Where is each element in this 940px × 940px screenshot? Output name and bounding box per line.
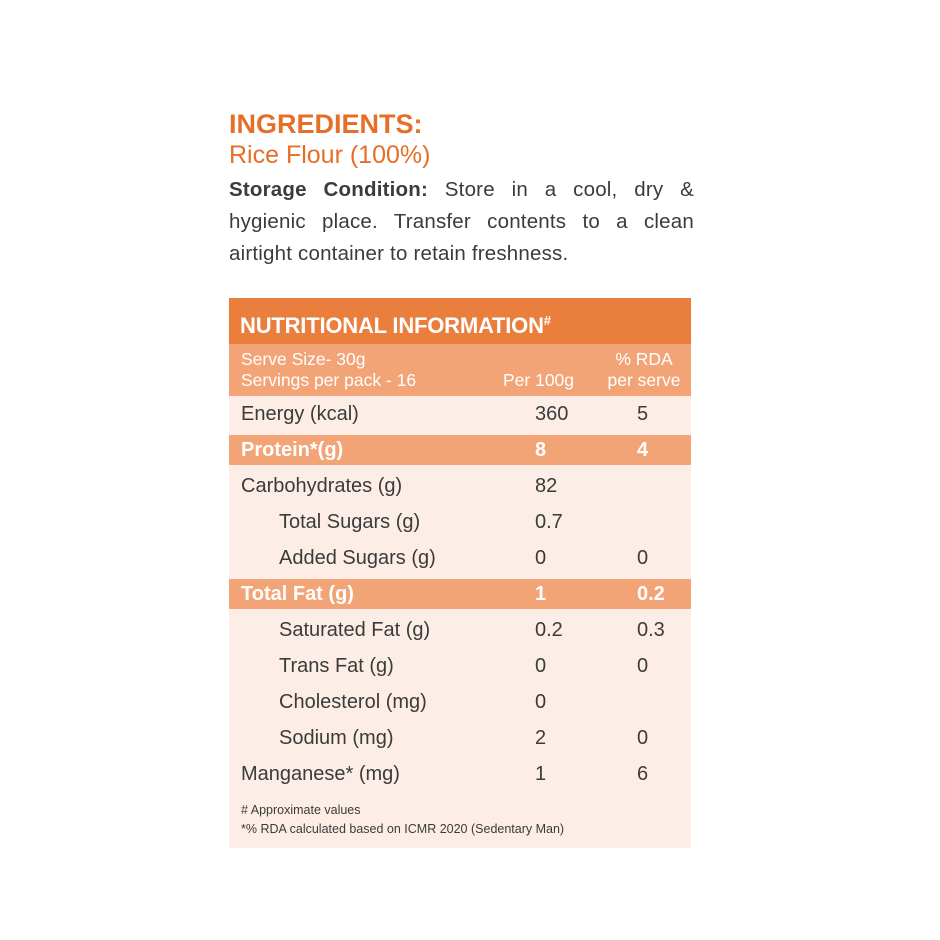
nutrient-name: Carbohydrates (g) <box>241 475 403 497</box>
nutrition-subheader <box>229 344 691 396</box>
nutrition-header-title: NUTRITIONAL INFORMATION <box>240 313 544 338</box>
nutrient-per-100g: 8 <box>535 439 547 461</box>
nutrient-rda: 0.2 <box>637 583 665 605</box>
nutrient-per-100g: 1 <box>535 763 547 785</box>
nutrient-name: Saturated Fat (g) <box>279 619 431 641</box>
footnote-approximate: # Approximate values <box>241 803 361 817</box>
ingredients-title: INGREDIENTS: <box>229 109 423 139</box>
nutrient-row-cholesterol <box>229 684 691 720</box>
nutrient-row-total-fat <box>229 579 691 609</box>
nutrient-name: Protein*(g) <box>241 439 344 461</box>
nutrient-name: Added Sugars (g) <box>279 547 436 569</box>
storage-label: Storage Condition: <box>229 178 428 201</box>
nutrient-per-100g: 0.7 <box>535 511 563 533</box>
nutrient-rda: 0 <box>637 655 649 677</box>
nutrient-rda: 6 <box>637 763 649 785</box>
servings-per-pack: Servings per pack - 16 <box>241 370 417 390</box>
rda-header <box>598 349 690 391</box>
nutrient-name: Sodium (mg) <box>279 727 394 749</box>
nutrient-row-saturated-fat <box>229 612 691 648</box>
ingredients-value: Rice Flour (100%) <box>229 141 431 169</box>
serving-info <box>241 349 416 391</box>
rda-header-line1: % RDA <box>615 349 673 369</box>
nutrient-rda: 0 <box>637 547 649 569</box>
nutrition-header <box>229 298 691 344</box>
nutrient-rda: 0.3 <box>637 619 665 641</box>
nutrient-rda: 5 <box>637 403 649 425</box>
nutrition-header-mark: # <box>543 313 551 328</box>
nutrient-per-100g: 2 <box>535 727 547 749</box>
nutrient-name: Total Fat (g) <box>241 583 354 605</box>
nutrient-row-carbohydrates <box>229 468 691 504</box>
nutrient-per-100g: 82 <box>535 475 558 497</box>
nutrient-row-trans-fat <box>229 648 691 684</box>
rda-header-line2: per serve <box>607 370 681 390</box>
nutrient-per-100g: 0.2 <box>535 619 563 641</box>
nutrient-row-protein <box>229 435 691 465</box>
nutrient-name: Energy (kcal) <box>241 403 359 425</box>
nutrient-row-energy <box>229 396 691 432</box>
nutrient-per-100g: 0 <box>535 547 547 569</box>
nutrient-name: Manganese* (mg) <box>241 763 400 785</box>
nutrition-rows <box>229 396 691 792</box>
nutrient-row-total-sugars <box>229 504 691 540</box>
nutrient-per-100g: 0 <box>535 655 547 677</box>
nutrient-rda: 0 <box>637 727 649 749</box>
nutrient-row-manganese <box>229 756 691 792</box>
nutrient-per-100g: 1 <box>535 583 547 605</box>
nutrient-rda: 4 <box>637 439 649 461</box>
ingredients-section <box>229 108 694 270</box>
storage-condition <box>229 174 694 270</box>
nutrient-row-added-sugars <box>229 540 691 576</box>
nutrient-name: Cholesterol (mg) <box>279 691 427 713</box>
serve-size: Serve Size- 30g <box>241 349 366 369</box>
per-100g-header: Per 100g <box>503 370 575 390</box>
footnotes <box>241 801 564 839</box>
nutrition-panel <box>229 298 691 848</box>
nutrient-row-sodium <box>229 720 691 756</box>
nutrient-per-100g: 360 <box>535 403 569 425</box>
nutrient-name: Total Sugars (g) <box>279 511 421 533</box>
footnote-rda: *% RDA calculated based on ICMR 2020 (Sedentary Man) <box>241 822 565 836</box>
storage-text: Store in a cool, dry & hygienic place. Transfer contents to a clean airtight container to retain freshness. <box>229 178 694 265</box>
nutrient-per-100g: 0 <box>535 691 547 713</box>
nutrient-name: Trans Fat (g) <box>279 655 394 677</box>
